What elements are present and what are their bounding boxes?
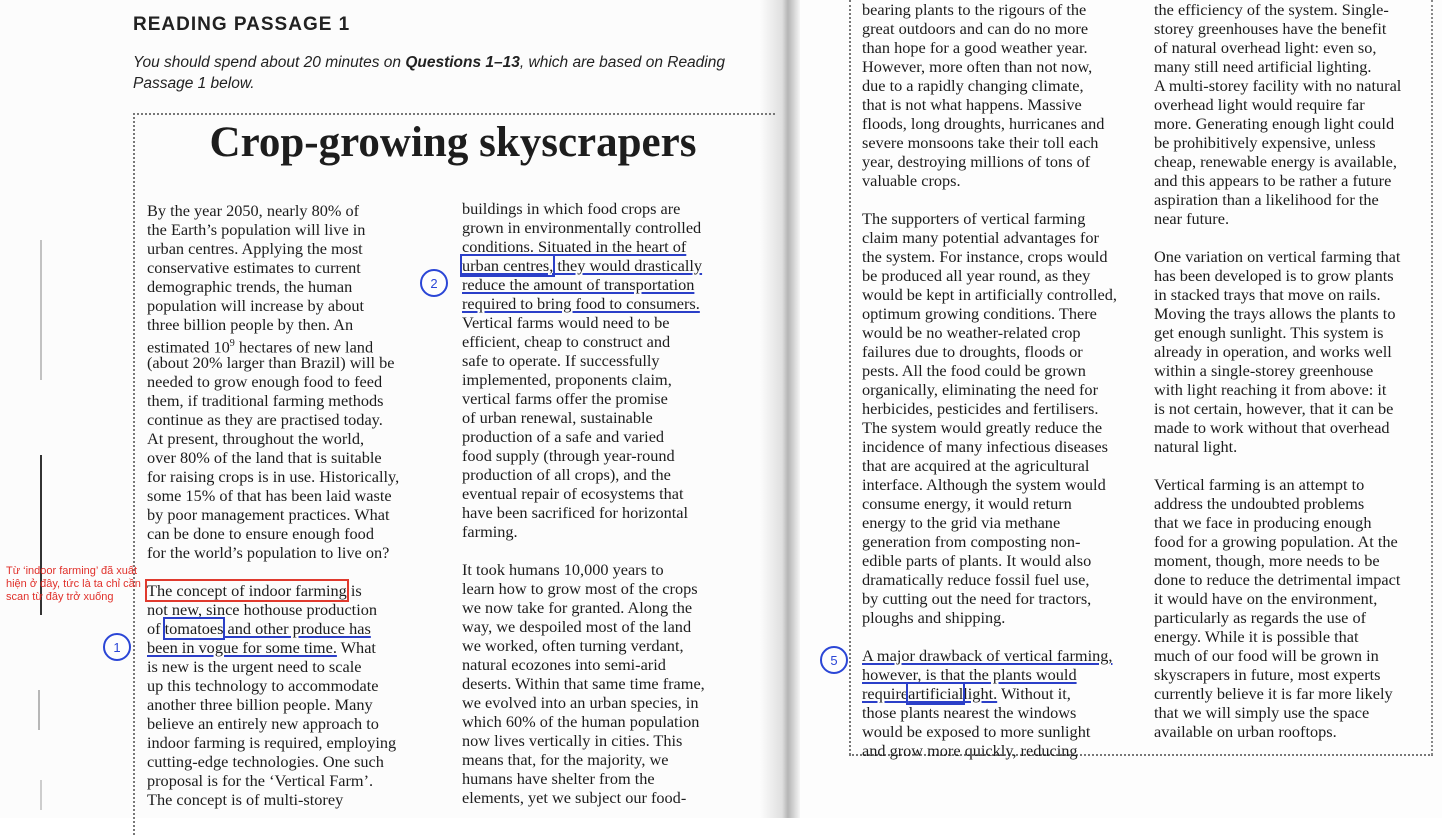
highlight-artificial: artificial — [908, 684, 964, 703]
annotation-note: Từ ‘indoor farming’ đã xuất hiện ở đây, tức là ta chỉ cần scan từ đây trở xuống — [6, 565, 141, 603]
paragraph-7: A major drawback of vertical farming, however, is that the plants would requireartificiallight. Without it, those plants nearest the windows would be exposed to more sunlight and grow more quickly, reducing — [862, 646, 1113, 760]
highlight-indoor-farming: The concept of indoor farming — [147, 581, 347, 600]
scan-mark — [38, 690, 40, 730]
passage-heading: READING PASSAGE 1 — [133, 14, 351, 35]
question-marker-1: 1 — [103, 633, 131, 661]
column-4 — [1154, 0, 1401, 741]
passage-frame-right-left — [849, 0, 851, 755]
paragraph-5: bearing plants to the rigours of the great outdoors and can do no more than hope for a good weather year. However, more often than not now, due to a rapidly changing climate, that is not what happens. Massive floods, long droughts, hurricanes and severe monsoons take their toll each year, destroying millions of tons of valuable crops. — [862, 0, 1105, 190]
paragraph-3: buildings in which food crops are grown in environmentally controlled conditions. Situated in the heart of urban centres, they would drastically reduce the amount of transportation required to bring food to consumers. Vertical farms would need to be efficient, cheap to construct and safe to operate. If successfully implemented, proponents claim, vertical farms offer the promise of urban renewal, sustainable production of a safe and varied food supply (through year-round production of all crops), and the eventual repair of ecosystems that have been sacrificed for horizontal farming. — [462, 199, 703, 541]
highlight-urban-centres: urban centres, — [462, 256, 554, 275]
highlight-tomatoes: tomatoes — [164, 619, 224, 638]
question-marker-5: 5 — [820, 646, 848, 674]
scan-mark — [40, 240, 42, 380]
paragraph-10: Vertical farming is an attempt to address the undoubted problems that we face in producing enough food for a growing population. At the moment, though, more needs to be done to reduce the detrimental impact it would have on the environment, particularly as regards the use of energy. While it is possible that much of our food will be grown in skyscrapers in future, most experts currently believe it is far more likely that we will simply use the space available on urban rooftops. — [1154, 475, 1401, 741]
question-marker-2: 2 — [420, 269, 448, 297]
paragraph-4: It took humans 10,000 years to learn how to grow most of the crops we now take for granted. Along the way, we despoiled most of the land we worked, often turning verdant, natural ecozones into semi-arid deserts. Within that same time frame, we evolved into an urban species, in which 60% of the human population now lives vertically in cities. This means that, for the majority, we humans have shelter from the elements, yet we subject our food- — [462, 560, 705, 807]
paragraph-6: The supporters of vertical farming claim many potential advantages for the system. For instance, crops would be produced all year round, as they would be kept in artificially controlled, optimum growing conditions. There would be no weather-related crop failures due to droughts, floods or pests. All the food could be grown organically, eliminating the need for herbicides, pesticides and fertilisers. The system would greatly reduce the incidence of many infectious diseases that are acquired at the agricultural interface. Although the system would consume energy, it would return energy to the grid via methane generation from composting non- edible parts of plants. It would also dramatically reduce fossil fuel use, by cutting out the need for tractors, ploughs and shipping. — [862, 209, 1117, 627]
column-3 — [862, 0, 1117, 760]
paragraph-1: By the year 2050, nearly 80% of the Earth’s population will live in urban centres. Applying the most conservative estimates to current demographic trends, the human population will increase by about three billion people by then. An estimated $10^9$ hectares of new land (about 20% larger than Brazil) will be needed to grow enough food to feed them, if traditional farming methods continue as they are practised today. At present, throughout the world, over 80% of the land that is suitable for raising crops is in use. Historically, some 15% of that has been laid waste by poor management practices. What can be done to ensure enough food for the world’s population to live on? — [147, 201, 400, 562]
scan-mark — [40, 780, 42, 810]
instruction-text: You should spend about 20 minutes on Questions 1–13, which are based on Reading Passage 1 below. — [133, 54, 725, 92]
paragraph-9: One variation on vertical farming that has been developed is to grow plants in stacked trays that move on rails. Moving the trays allows the plants to get enough sunlight. This system is already in operation, and works well within a single-storey greenhouse with light reaching it from above: it is not certain, however, that it can be made to work without that overhead natural light. — [1154, 247, 1401, 456]
paragraph-8: the efficiency of the system. Single- storey greenhouses have the benefit of natural overhead light: even so, many still need artificial lighting. A multi-storey facility with no natural overhead light would require far more. Generating enough light could be prohibitively expensive, unless cheap, renewable energy is available, and this appears to be rather a future aspiration than a likelihood for the near future. — [1154, 0, 1402, 228]
column-1 — [147, 201, 399, 809]
column-2 — [462, 199, 705, 807]
passage-frame-right-right — [1431, 0, 1433, 755]
paragraph-2: The concept of indoor farming is not new, since hothouse production of tomatoes and other produce has been in vogue for some time. What is new is the urgent need to scale up this technology to accommodate another three billion people. Many believe an entirely new approach to indoor farming is required, employing cutting-edge technologies. One such proposal is for the ‘Vertical Farm’. The concept is of multi-storey — [147, 581, 397, 809]
passage-title: Crop-growing skyscrapers — [209, 119, 697, 166]
